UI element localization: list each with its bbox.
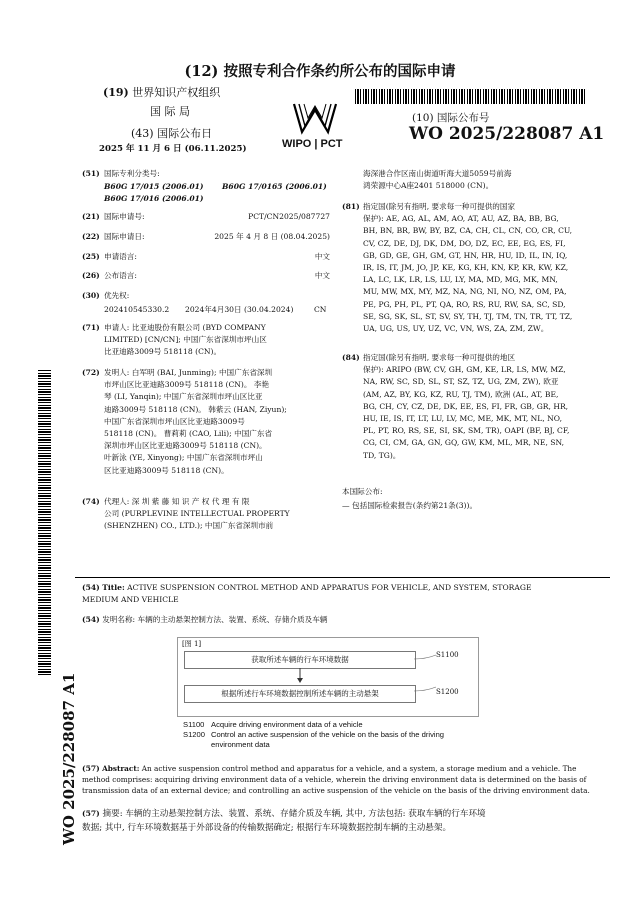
app-lang-num: (25) — [82, 252, 100, 261]
flow-arrow-icon — [297, 668, 303, 683]
inventors-num: (72) — [82, 368, 100, 377]
national-line: GB, GD, GE, GH, GM, GT, HN, HR, HU, ID, IL, IN, IQ, — [363, 250, 568, 260]
agent-line: 公司 (PURPLEVINE INTELLECTUAL PROPERTY — [104, 509, 290, 519]
agent-cont-line: 海深港合作区南山街道听海大道5059号前海 — [363, 169, 512, 178]
regional-line: 保护): ARIPO (BW, CV, GH, GM, KE, LR, LS, MW, MZ, — [363, 365, 566, 375]
filing-label: 国际申请日: — [104, 232, 145, 241]
priority-label: 优先权: — [104, 291, 130, 300]
bureau-name: 国 际 局 — [150, 105, 190, 118]
publication-date: 2025 年 11 月 6 日 (06.11.2025) — [99, 144, 247, 154]
national-line: 保护): AE, AG, AL, AM, AO, AT, AU, AZ, BA, BB, BG, — [363, 214, 559, 224]
publication-number-label: (10) 国际公布号 — [412, 112, 490, 124]
national-line: PE, PG, PH, PL, PT, QA, RO, RS, RU, RW, SA, SC, SD, — [363, 299, 566, 309]
inventor-line: 深圳市坪山区比亚迪路3009号 518118 (CN)。 — [104, 441, 267, 451]
national-line: IR, IS, IT, JM, JO, JP, KE, KG, KH, KN, KP, KR, KW, KZ, — [363, 263, 569, 273]
agent-num: (74) — [82, 497, 100, 506]
title-en-line: ACTIVE SUSPENSION CONTROL METHOD AND APPARATUS FOR VEHICLE, AND SYSTEM, STORAGE — [127, 583, 532, 592]
title-en-line: MEDIUM AND VEHICLE — [82, 595, 179, 605]
pub-lang-label: 公布语言: — [104, 271, 137, 280]
section-divider — [75, 577, 610, 578]
leader-lines — [414, 653, 438, 693]
national-line: SE, SG, SK, SL, ST, SV, SY, TH, TJ, TM, TN, TR, TT, TZ, — [363, 311, 573, 321]
app-no-label: 国际申请号: — [104, 212, 145, 221]
regional-num: (84) — [342, 353, 360, 362]
agent-cont-line: 鸿荣源中心A座2401 518000 (CN)。 — [363, 181, 494, 191]
regional-line: (AM, AZ, BY, KG, KZ, RU, TJ, TM), 欧洲 (AL, AT, BE, — [363, 389, 559, 399]
flow-step-2-id: S1200 — [436, 688, 459, 696]
title-en-label: Title: — [102, 583, 125, 592]
flow-step-1: 获取所述车辆的行车环境数据 — [184, 651, 416, 669]
side-barcode — [38, 370, 51, 675]
inventor-line: 区比亚迪路3009号 518118 (CN)。 — [104, 465, 229, 475]
inventor-line: 叶新泳 (YE, Xinyong); 中国广东省深圳市坪山 — [104, 453, 263, 463]
published-label: 本国际公布: — [342, 487, 383, 496]
agent-line: (SHENZHEN) CO., LTD.); 中国广东省深圳市前 — [104, 521, 274, 531]
publication-number: WO 2025/228087 A1 — [409, 124, 605, 144]
applicant-line: 比亚迪路3009号 518118 (CN)。 — [104, 347, 222, 357]
national-line: MU, MW, MX, MY, MZ, NA, NG, NI, NO, NZ, OM, PA, — [363, 287, 567, 297]
designated-regional-block — [363, 352, 615, 462]
pub-lang-value: 中文 — [314, 271, 330, 280]
regional-line: 指定国(除另有指明, 要求每一种可提供的地区 — [363, 353, 516, 362]
applicant-num: (71) — [82, 323, 100, 332]
app-no-value: PCT/CN2025/087727 — [248, 212, 330, 221]
wipo-org-heading: (19) 世界知识产权组织 — [103, 86, 221, 99]
app-lang-label: 申请语言: — [104, 252, 137, 261]
abstract-english: (57) Abstract: An active suspension control method and apparatus for a vehicle, and a system, a storage medium and a vehicle. The method comprises: acquiring driving environment data of a vehicle, wherein the driving environment data is determined on the basis of transmission data of an external device; and controlling an active suspension of the vehicle on the basis of the driving environment data. — [82, 764, 590, 795]
national-line: CV, CZ, DE, DJ, DK, DM, DO, DZ, EC, EE, EG, ES, FI, — [363, 238, 566, 248]
ipc-class-3: B60G 17/016 (2006.01) — [104, 194, 204, 203]
pub-lang-num: (26) — [82, 271, 100, 280]
ipc-label: 国际专利分类号: — [104, 169, 160, 178]
national-num: (81) — [342, 202, 360, 211]
inventor-line: 518118 (CN)。 曹莉莉 (CAO, Lili); 中国广东省 — [104, 429, 273, 439]
inventor-line: 中国广东省深圳市坪山区比亚迪路3009号 — [104, 416, 245, 426]
national-line: LA, LC, LK, LR, LS, LU, LY, MA, MD, MG, MK, MN, — [363, 275, 558, 285]
top-barcode — [355, 89, 585, 104]
filing-value: 2025 年 4 月 8 日 (08.04.2025) — [214, 232, 330, 241]
regional-line: NA, RW, SC, SD, SL, ST, SZ, TZ, UG, ZM, ZW), 欧亚 — [363, 377, 559, 387]
applicant-line: LIMITED) [CN/CN]; 中国广东省深圳市坪山区 — [104, 335, 267, 345]
flow-step-2: 根据所述行车环境数据控制所述车辆的主动悬架 — [184, 685, 416, 703]
agent-line: 代理人: 深 圳 紫 藤 知 识 产 权 代 理 有 限 — [104, 497, 250, 506]
legend-row: environment data — [211, 740, 270, 749]
title-zh-label: 发明名称: — [102, 615, 136, 624]
agent-continued — [363, 168, 613, 192]
designated-national-block — [363, 201, 615, 335]
applicant-block — [104, 322, 332, 359]
legend-row: S1200 Control an active suspension of the vehicle on the basis of the driving — [183, 730, 445, 739]
inventor-line: 发明人: 白军明 (BAI, Junming); 中国广东省深圳 — [104, 368, 273, 377]
priority-date: 2024年4月30日 (30.04.2024) — [185, 305, 294, 314]
inventor-line: 迪路3009号 518118 (CN)。 韩紫云 (HAN, Ziyun); — [104, 404, 287, 414]
title-chinese — [82, 614, 327, 626]
figure-label: [图 1] — [182, 640, 202, 648]
app-lang-value: 中文 — [314, 252, 330, 261]
ipc-num: (51) — [82, 169, 100, 178]
wipo-logo-icon — [290, 100, 340, 136]
national-line: UA, UG, US, UY, UZ, VC, VN, WS, ZA, ZM, ZW。 — [363, 324, 549, 334]
ipc-class-2: B60G 17/0165 (2006.01) — [222, 182, 327, 191]
app-no-num: (21) — [82, 212, 100, 221]
regional-line: CG, CI, CM, GA, GN, GQ, GW, KM, ML, MR, NE, SN, — [363, 438, 565, 448]
title-zh-num: (54) — [82, 615, 100, 624]
side-publication-number: WO 2025/228087 A1 — [60, 672, 78, 845]
priority-num: (30) — [82, 291, 100, 300]
org-name: 世界知识产权组织 — [132, 86, 221, 99]
ipc-class-1: B60G 17/015 (2006.01) — [104, 182, 204, 191]
applicant-line: 申请人: 比亚迪股份有限公司 (BYD COMPANY — [104, 323, 266, 332]
wipo-pct-logo-text: WIPO | PCT — [282, 138, 343, 150]
legend-row: S1100 Acquire driving environment data of a vehicle — [183, 720, 363, 729]
title-english — [82, 582, 612, 606]
publication-date-label: (43) 国际公布日 — [131, 127, 213, 140]
document-title: (12) 按照专利合作条约所公布的国际申请 — [184, 63, 456, 80]
priority-country: CN — [314, 305, 327, 314]
title-en-num: (54) — [82, 583, 100, 592]
priority-app: 202410545330.2 — [104, 305, 170, 314]
title-zh-value: 车辆的主动悬架控制方法、装置、系统、存储介质及车辆 — [137, 615, 328, 624]
flow-step-1-id: S1100 — [436, 651, 459, 659]
regional-line: BG, CH, CY, CZ, DE, DK, EE, ES, FI, FR, GB, GR, HR, — [363, 401, 569, 411]
regional-line: HU, IE, IS, IT, LT, LU, LV, MC, ME, MK, MT, NL, NO, — [363, 414, 563, 424]
inventor-line: 市坪山区比亚迪路3009号 518118 (CN)。 李艳 — [104, 380, 270, 390]
inventors-block — [104, 367, 332, 477]
national-line: 指定国(除另有指明, 要求每一种可提供的国家 — [363, 202, 516, 211]
figure-legend — [183, 720, 513, 750]
national-line: BH, BN, BR, BW, BY, BZ, CA, CH, CL, CN, CO, CR, CU, — [363, 226, 573, 236]
inventor-line: 琴 (LI, Yanqin); 中国广东省深圳市坪山区比亚 — [104, 392, 263, 402]
regional-line: TD, TG)。 — [363, 450, 401, 460]
agent-block — [104, 496, 332, 533]
regional-line: PL, PT, RO, RS, SE, SI, SK, SM, TR), OAPI (BF, BJ, CF, — [363, 426, 570, 436]
abstract-chinese: (57) 摘要: 车辆的主动悬架控制方法、装置、系统、存储介质及车辆, 其中, 方法包括: 获取车辆的行车环境 数据; 其中, 行车环境数据基于外部设备的传输数据确定; 根据行车环境数据控制车辆的主动悬架。 — [82, 809, 486, 833]
filing-num: (22) — [82, 232, 100, 241]
published-item: — 包括国际检索报告(条约第21条(3))。 — [342, 501, 478, 510]
